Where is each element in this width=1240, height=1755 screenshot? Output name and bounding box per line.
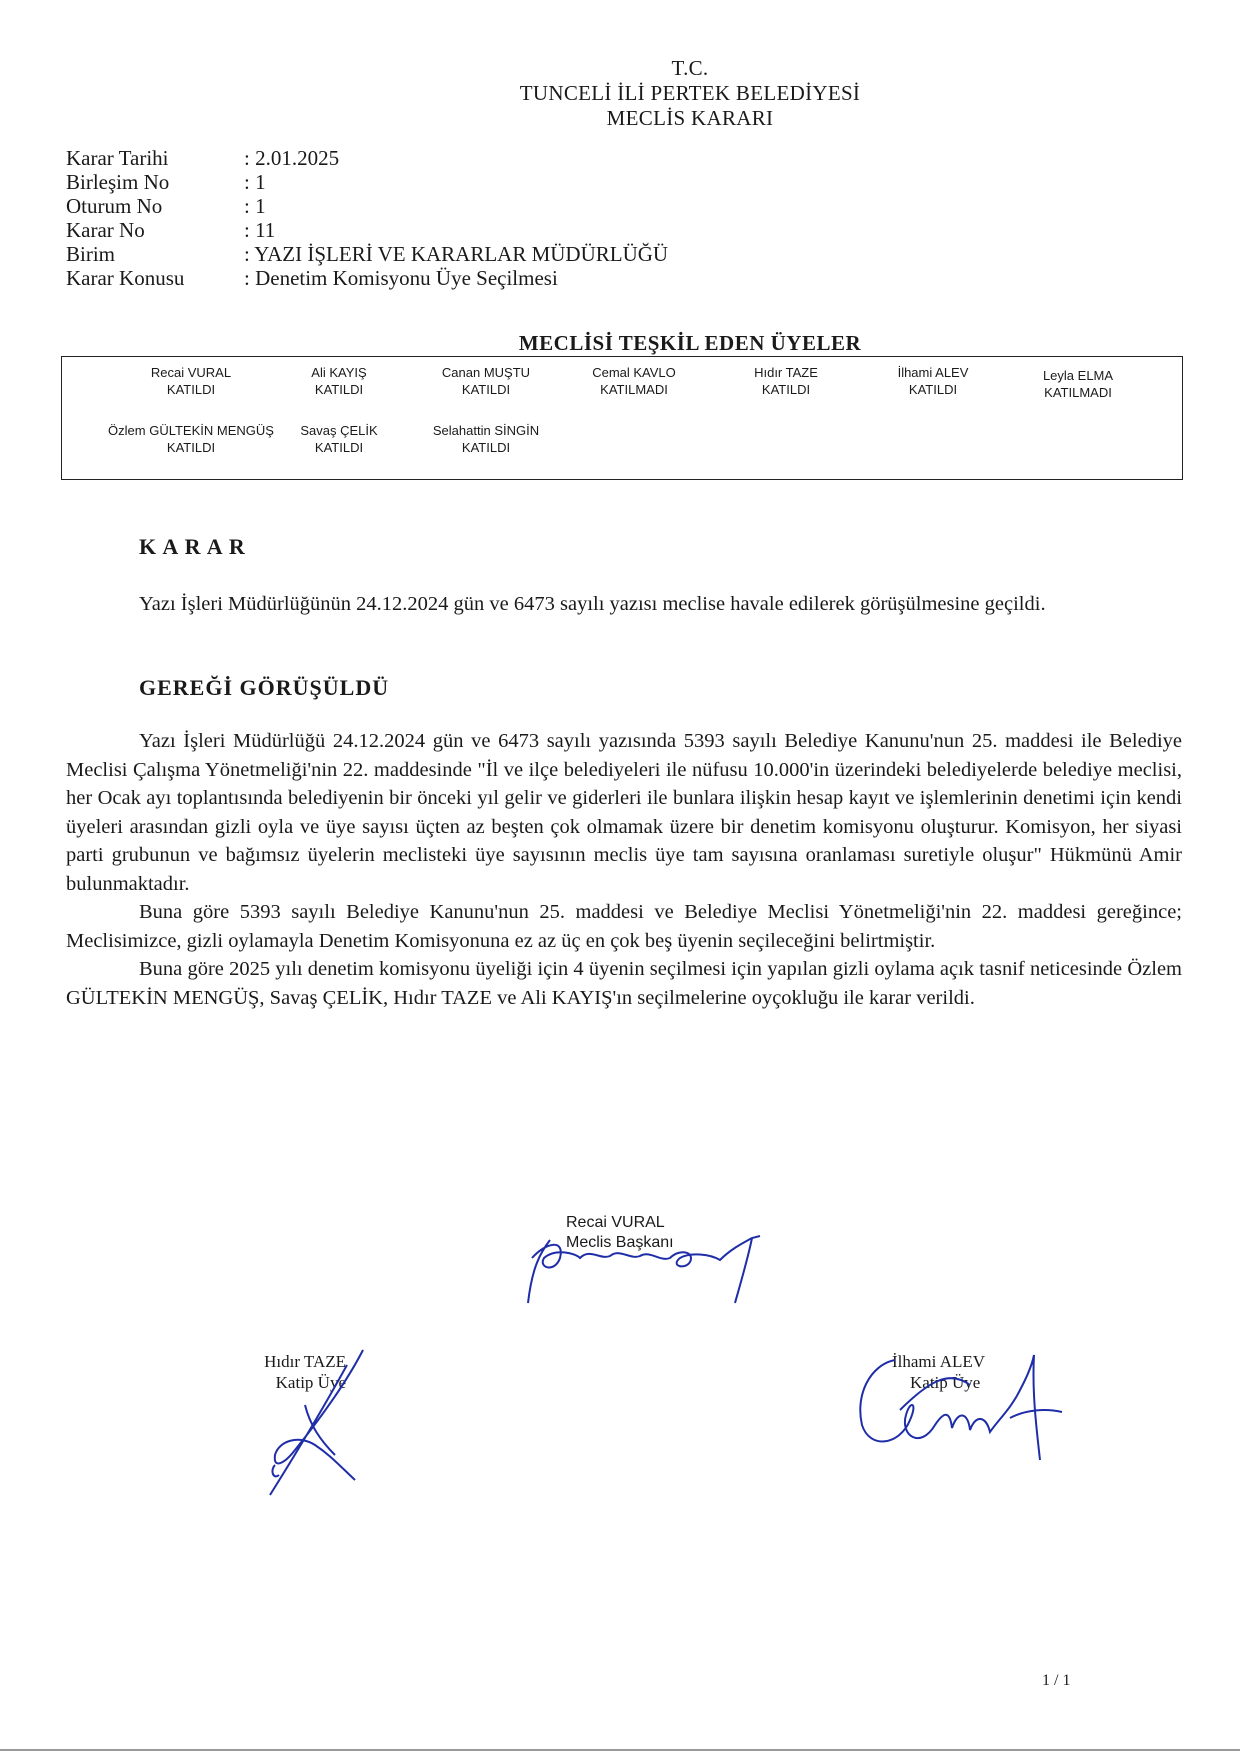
karar-heading: K A R A R [139,534,246,559]
paragraph-text: Yazı İşleri Müdürlüğü 24.12.2024 gün ve 6473 sayılı yazısında 5393 sayılı Belediye Kanunu'nun 25. maddesi ile Belediye Meclisi Çalışma Yönetmeliği'nin 22. maddesinde "İl ve ilçe belediyeleri ile nüfusu 10.000'in üzerindeki belediyelerde belediye meclisi, her Ocak ayı toplantısında belediyenin bir önceki yıl gelir ve giderleri ile bunlara ilişkin hesap kayıt ve işlemlerinin denetimi için kendi üyeleri arasından gizli oyla ve üye sayısı üçten az beşten çok olmamak üzere bir denetim komisyonu oluşturur. Komisyon, her siyasi parti grubunun ve bağımsız üyelerin meclisteki üye sayısının meclis üye tam sayısına oranlaması suretiyle oluşur" Hükmünü Amir bulunmaktadır. [66,730,1182,895]
meta-label: Oturum No [66,194,163,218]
member-entry [116,364,266,398]
meta-value: : 1 [244,194,266,218]
signer-name: Hıdır TAZE [264,1352,346,1371]
clerk1-signature-scribble [255,1345,375,1505]
member-entry [264,364,414,398]
page-number: 1 / 1 [1042,1672,1071,1689]
meta-label: Karar No [66,218,145,242]
signer-title: Katip Üye [275,1373,346,1392]
meta-value: : 2.01.2025 [244,146,340,170]
clerk2-signature-scribble [840,1340,1070,1470]
bottom-edge-line [0,1749,1240,1751]
member-status: KATILMADI [1044,385,1112,400]
paragraph-text: Buna göre 2025 yılı denetim komisyonu üyeliği için 4 üyenin seçilmesi için yapılan gizli oylama açık tasnif neticesinde Özlem GÜLTEKİN MENGÜŞ, Savaş ÇELİK, Hıdır TAZE ve Ali KAYIŞ'ın seçilmelerine oyçokluğu ile karar verildi. [66,958,1182,1009]
members-title-text: MECLİSİ TEŞKİL EDEN ÜYELER [518,331,862,355]
header-country: T.C. [671,56,709,80]
member-entry [411,422,561,456]
meta-row [66,218,668,242]
meta-value: : Denetim Komisyonu Üye Seçilmesi [244,266,558,290]
member-name: İlhami ALEV [897,365,969,380]
member-entry [91,422,291,456]
meta-label: Karar Konusu [66,266,185,290]
members-box [61,356,1183,480]
member-status: KATILDI [461,382,511,397]
paragraph-text: Yazı İşleri Müdürlüğünün 24.12.2024 gün ve 6473 sayılı yazısı meclise havale edilerek görüşülmesine geçildi. [139,593,1046,615]
meta-row [66,266,668,290]
document-header [0,56,1240,131]
member-name: Canan MUŞTU [441,365,531,380]
karar-paragraph [66,590,1182,619]
member-name: Recai VURAL [150,365,232,380]
member-status: KATILDI [908,382,958,397]
member-entry [559,364,709,398]
signer-title: Katip Üye [910,1373,981,1392]
meta-value: : YAZI İŞLERİ VE KARARLAR MÜDÜRLÜĞÜ [244,242,669,266]
member-status: KATILDI [166,440,216,455]
member-name: Özlem GÜLTEKİN MENGÜŞ [108,423,274,438]
meta-row [66,194,668,218]
body-paragraphs [66,727,1182,1012]
member-status: KATILDI [166,382,216,397]
decision-meta [66,146,668,290]
member-status: KATILMADI [600,382,668,397]
member-entry [1003,367,1153,401]
members-title [0,331,1240,356]
meta-label: Karar Tarihi [66,146,169,170]
paragraph-text: Buna göre 5393 sayılı Belediye Kanunu'nun 25. maddesi ve Belediye Meclisi Yönetmeliği'nin 22. maddesi gereğince; Meclisimizce, gizli oylamayla Denetim Komisyonuna ez az üç en çok beş üyenin seçileceğini belirtmiştir. [66,901,1182,952]
member-name: Selahattin SİNGİN [432,423,540,438]
member-name: Cemal KAVLO [592,365,676,380]
member-entry [411,364,561,398]
member-name: Leyla ELMA [1042,368,1114,383]
signer-title: Meclis Başkanı [566,1234,674,1251]
meta-label: Birleşim No [66,170,170,194]
meta-row [66,146,668,170]
meta-label: Birim [66,242,116,266]
member-name: Ali KAYIŞ [311,365,367,380]
chair-signature-scribble [520,1218,800,1308]
member-entry [711,364,861,398]
meta-value: : 11 [244,218,276,242]
member-status: KATILDI [761,382,811,397]
gozusuldu-heading: GEREĞİ GÖRÜŞÜLDÜ [139,675,390,700]
member-name: Savaş ÇELİK [300,423,378,438]
header-municipality: TUNCELİ İLİ PERTEK BELEDİYESİ [519,81,861,105]
header-decision-type: MECLİS KARARI [606,106,774,130]
meta-row [66,242,668,266]
meta-value: : 1 [244,170,266,194]
member-name: Hıdır TAZE [754,365,818,380]
member-entry [858,364,1008,398]
meta-row [66,170,668,194]
member-status: KATILDI [314,440,364,455]
member-status: KATILDI [461,440,511,455]
member-status: KATILDI [314,382,364,397]
signer-name: İlhami ALEV [892,1352,986,1371]
signer-name: Recai VURAL [566,1214,665,1231]
member-entry [264,422,414,456]
